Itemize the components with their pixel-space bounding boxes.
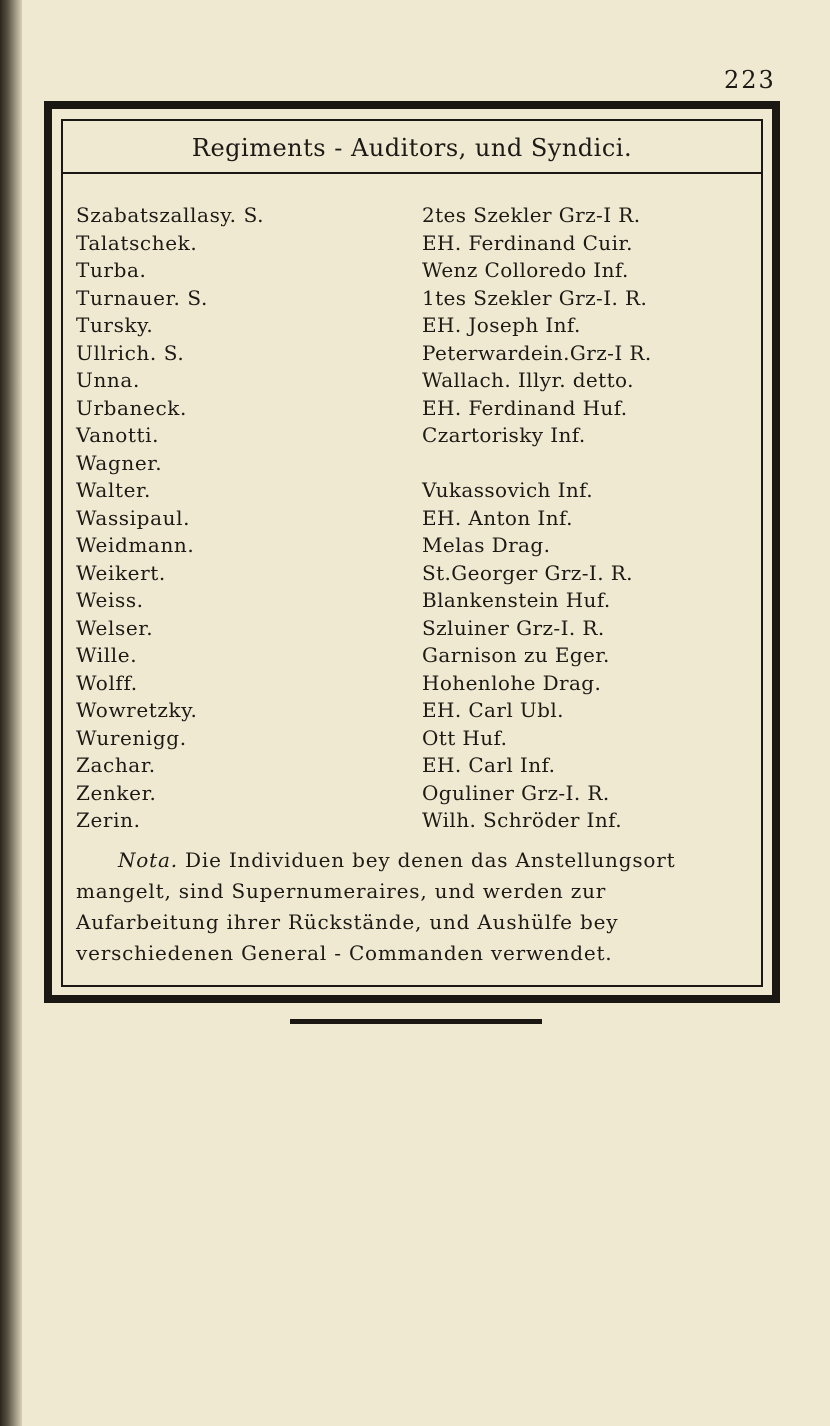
regiment-name: EH. Carl Ubl. — [422, 698, 564, 722]
regiment-name: EH. Ferdinand Huf. — [422, 395, 628, 420]
auditor-name: Weiss. — [76, 588, 144, 612]
regiment-name: Peterwardein.Grz-I R. — [422, 340, 652, 365]
auditor-name: Welser. — [76, 615, 154, 640]
entry-row — [76, 285, 760, 313]
entry-row — [76, 312, 760, 340]
section-heading: Regiments - Auditors, und Syndici. — [191, 134, 633, 162]
regiment-name: Garnison zu Eger. — [422, 643, 610, 667]
entry-row — [76, 202, 760, 230]
auditor-name: Wille. — [76, 643, 138, 667]
entry-row — [76, 395, 760, 423]
entry-row — [76, 477, 760, 505]
end-rule — [290, 1019, 542, 1024]
regiment-name: Czartorisky Inf. — [422, 423, 586, 447]
page-number: 223 — [724, 66, 776, 94]
entry-row — [76, 450, 760, 478]
regiment-name: Wilh. Schröder Inf. — [422, 808, 622, 832]
regiment-name: Wenz Colloredo Inf. — [422, 258, 629, 282]
book-gutter — [0, 0, 22, 1426]
regiment-name: EH. Carl Inf. — [422, 753, 556, 777]
entry-row — [76, 752, 760, 780]
auditor-name: Zerin. — [76, 808, 141, 832]
regiment-name: Wallach. Illyr. detto. — [422, 368, 634, 392]
entry-row — [76, 670, 760, 698]
auditor-name: Weidmann. — [76, 533, 195, 557]
regiment-name: Hohenlohe Drag. — [422, 670, 602, 695]
auditor-name: Wolff. — [76, 670, 138, 695]
auditor-name: Wurenigg. — [76, 725, 187, 750]
auditor-name: Vanotti. — [76, 423, 160, 447]
entry-row — [76, 587, 760, 615]
auditor-name: Zachar. — [76, 753, 156, 777]
auditor-name: Tursky. — [76, 313, 154, 337]
entry-row — [76, 697, 760, 725]
note-paragraph — [76, 845, 746, 969]
note-text: Die Individuen bey denen das Anstellungsort mangelt, sind Supernumeraires, und werden zur Aufarbeitung ihrer Rückstände, und Aushülfe bey verschiedenen General - Commanden verwendet. — [76, 848, 676, 965]
auditor-name: Weikert. — [76, 560, 166, 585]
regiment-name: EH. Joseph Inf. — [422, 313, 581, 337]
entry-row — [76, 367, 760, 395]
regiment-name: EH. Ferdinand Cuir. — [422, 230, 633, 255]
auditor-name: Wagner. — [76, 450, 163, 475]
entry-row — [76, 615, 760, 643]
entry-row — [76, 422, 760, 450]
regiment-name: Ott Huf. — [422, 725, 508, 750]
entry-row — [76, 560, 760, 588]
auditor-name: Turnauer. S. — [76, 285, 208, 310]
regiment-name: EH. Anton Inf. — [422, 505, 573, 530]
regiment-name: Melas Drag. — [422, 533, 551, 557]
heading-divider — [61, 172, 763, 174]
note-label: Nota. — [118, 848, 178, 872]
regiment-name: 2tes Szekler Grz-I R. — [422, 203, 641, 227]
regiment-name: Blankenstein Huf. — [422, 588, 611, 612]
entry-row — [76, 780, 760, 808]
regiment-name: Szluiner Grz-I. R. — [422, 615, 605, 640]
entries-list — [76, 202, 760, 835]
entry-row — [76, 532, 760, 560]
auditor-name: Unna. — [76, 368, 140, 392]
auditor-name: Walter. — [76, 478, 151, 502]
auditor-name: Turba. — [76, 258, 147, 282]
auditor-name: Talatschek. — [76, 230, 198, 255]
auditor-name: Ullrich. S. — [76, 340, 185, 365]
auditor-name: Wowretzky. — [76, 698, 198, 722]
entry-row — [76, 340, 760, 368]
entry-row — [76, 642, 760, 670]
auditor-name: Zenker. — [76, 780, 157, 805]
regiment-name: 1tes Szekler Grz-I. R. — [422, 285, 648, 310]
auditor-name: Szabatszallasy. S. — [76, 203, 265, 227]
regiment-name: Vukassovich Inf. — [422, 478, 594, 502]
entry-row — [76, 725, 760, 753]
entry-row — [76, 257, 760, 285]
regiment-name: St.Georger Grz-I. R. — [422, 560, 633, 585]
entry-row — [76, 505, 760, 533]
auditor-name: Wassipaul. — [76, 505, 191, 530]
entry-row — [76, 230, 760, 258]
entry-row — [76, 807, 760, 835]
auditor-name: Urbaneck. — [76, 395, 187, 420]
regiment-name: Oguliner Grz-I. R. — [422, 780, 610, 805]
